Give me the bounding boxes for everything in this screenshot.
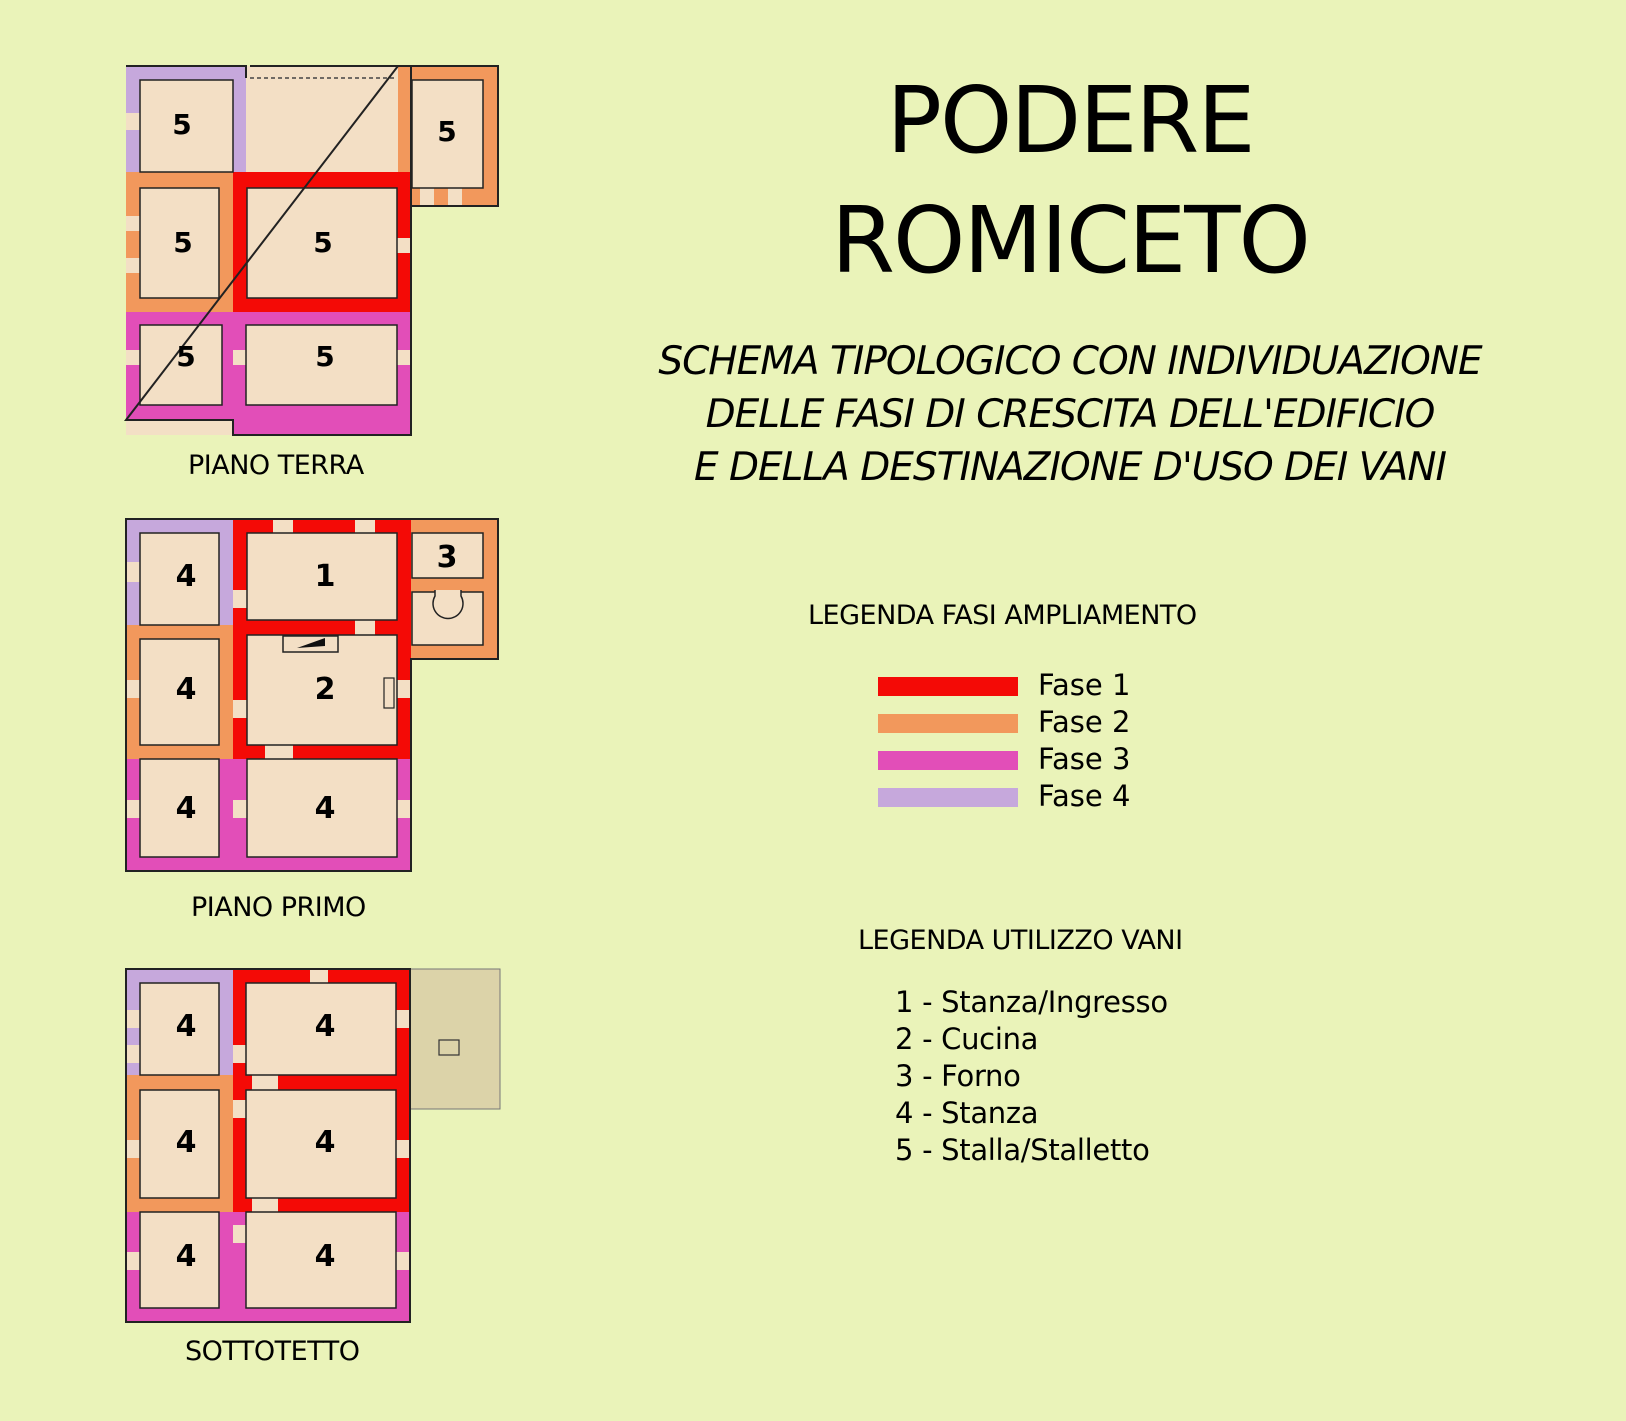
room-number: 4 [314,791,336,826]
title-line-1: PODERE [886,67,1254,174]
room-number: 2 [314,672,336,707]
plan-piano-terra [126,66,498,435]
room-number: 4 [175,1239,197,1274]
room-number: 5 [437,115,457,148]
legend-vani-item: 1 - Stanza/Ingresso [895,985,1168,1019]
floor-label-sottotetto: SOTTOTETTO [185,1336,360,1367]
legend-label: Fase 1 [1038,668,1131,702]
legend-label: Fase 3 [1038,742,1131,776]
floor-label-piano-primo: PIANO PRIMO [191,892,366,923]
room-number: 4 [175,672,197,707]
subtitle-line: SCHEMA TIPOLOGICO CON INDIVIDUAZIONE [658,339,1482,384]
room-number: 1 [314,559,336,594]
floor-label-piano-terra: PIANO TERRA [188,450,364,481]
room-number: 4 [314,1009,336,1044]
legend-label: Fase 4 [1038,779,1131,813]
subtitle-line: E DELLA DESTINAZIONE D'USO DEI VANI [693,445,1447,490]
room-number: 4 [314,1125,336,1160]
legend-swatch [878,788,1018,807]
legend-swatch [878,677,1018,696]
room-number: 4 [175,1009,197,1044]
plan-piano-primo [126,519,498,871]
subtitle [580,335,1560,494]
title-line-2: ROMICETO [831,187,1309,294]
room-number: 5 [172,108,192,141]
legend-vani-heading: LEGENDA UTILIZZO VANI [858,925,1183,956]
legend-fasi-heading: LEGENDA FASI AMPLIAMENTO [808,600,1197,631]
room-number: 3 [436,540,458,575]
room-number: 5 [176,340,196,373]
legend-label: Fase 2 [1038,705,1131,739]
room-number: 5 [173,226,193,259]
plan-sottotetto [126,969,500,1322]
legend-swatch [878,751,1018,770]
legend-vani-item: 5 - Stalla/Stalletto [895,1133,1150,1167]
room-number: 4 [175,559,197,594]
legend-vani-item: 3 - Forno [895,1059,1021,1093]
legend-vani-item: 2 - Cucina [895,1022,1039,1056]
legend-vani-item: 4 - Stanza [895,1096,1039,1130]
legend-swatch [878,714,1018,733]
sink [384,678,394,708]
subtitle-line: DELLE FASI DI CRESCITA DELL'EDIFICIO [705,392,1435,437]
room-number: 4 [314,1239,336,1274]
room-number: 5 [313,226,333,259]
floor-plans [0,0,520,1421]
room-number: 5 [315,340,335,373]
room-number: 4 [175,1125,197,1160]
oven-roof [410,969,500,1109]
oven [433,590,463,618]
room-number: 4 [175,791,197,826]
